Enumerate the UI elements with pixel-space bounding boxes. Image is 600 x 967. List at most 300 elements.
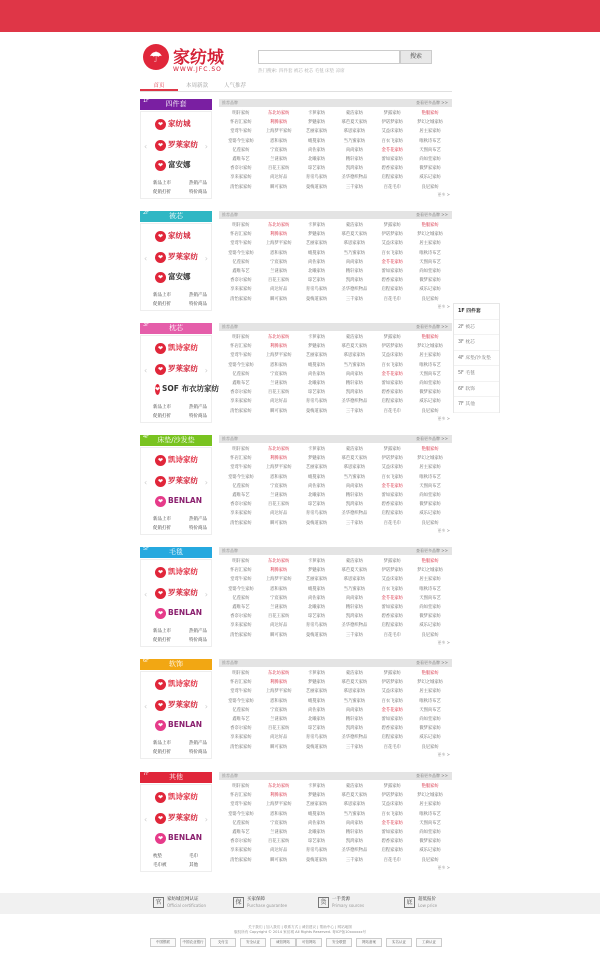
brand-link[interactable]: 尚佐家纺 bbox=[307, 483, 326, 489]
brand-link[interactable]: 三千家纺 bbox=[345, 744, 363, 750]
brand-logo[interactable] bbox=[155, 137, 203, 153]
brand-link[interactable]: 尚佐家纺 bbox=[307, 259, 326, 265]
brand-link[interactable]: 恩和家纺 bbox=[270, 698, 288, 704]
brand-logo[interactable] bbox=[155, 810, 203, 826]
footer-badge[interactable]: 安全联盟 bbox=[326, 938, 352, 947]
brand-logo[interactable] bbox=[155, 697, 203, 713]
brand-link[interactable]: 蕾如家家纺 bbox=[381, 269, 403, 275]
brand-link[interactable]: 曼梅道家纺 bbox=[305, 857, 328, 863]
brand-link[interactable]: 享来家家纺 bbox=[230, 735, 252, 741]
brand-link[interactable]: 梦魅家纺 bbox=[307, 456, 326, 462]
brand-link[interactable]: 瞬可家纺 bbox=[270, 408, 288, 414]
nav-tab-home[interactable]: 首页 bbox=[140, 81, 178, 91]
brand-link[interactable]: 蜻蔓家纺 bbox=[307, 698, 326, 704]
category-link[interactable]: 热销产品 bbox=[189, 517, 207, 522]
brand-link[interactable]: 堂婆今生家纺 bbox=[228, 811, 254, 817]
brand-link[interactable]: 艾益床家纺 bbox=[381, 129, 403, 135]
brand-link[interactable]: 梦露家纺 bbox=[383, 784, 401, 789]
brand-link[interactable]: 蒙洁家纺 bbox=[345, 111, 363, 116]
brand-link[interactable]: 当乃蜜家纺 bbox=[343, 474, 366, 480]
more-link[interactable]: 更多 > bbox=[437, 865, 450, 870]
brand-link[interactable]: 凯鸿家纺 bbox=[345, 502, 363, 508]
brand-link[interactable]: 良尼家纺 bbox=[421, 296, 439, 302]
brand-link[interactable]: 亿莲家纺 bbox=[232, 595, 250, 601]
footer-badge[interactable]: 诚信网站 bbox=[270, 938, 296, 947]
brand-link[interactable]: 慕芭夏天家纺 bbox=[341, 120, 368, 126]
brand-link[interactable]: 宁宸家纺 bbox=[270, 147, 288, 153]
brand-link[interactable]: 三千家纺 bbox=[345, 184, 363, 190]
brand-link[interactable]: 伊诺梦家纺 bbox=[381, 568, 403, 574]
view-more-brands-link[interactable]: 查看更多品牌 >> bbox=[416, 773, 448, 778]
brand-link[interactable]: 梦幻之城家纺 bbox=[417, 793, 443, 799]
brand-link[interactable]: 宁宸家纺 bbox=[270, 595, 288, 601]
brand-link[interactable]: 利腾家纺 bbox=[270, 456, 288, 462]
brand-link[interactable]: 精轩家纺 bbox=[345, 269, 363, 275]
site-logo[interactable] bbox=[143, 44, 253, 80]
brand-link[interactable]: 慕芭夏天家纺 bbox=[341, 456, 368, 462]
brand-link[interactable]: 圣华德织物品 bbox=[341, 623, 368, 629]
brand-link[interactable]: 利腾家纺 bbox=[270, 793, 288, 799]
category-link[interactable]: 热销产品 bbox=[189, 741, 207, 746]
floor-title[interactable]: 其他 bbox=[140, 772, 212, 783]
brand-link[interactable]: 百花王家纺 bbox=[268, 726, 290, 732]
brand-logo[interactable] bbox=[155, 830, 203, 846]
brand-link[interactable]: 堂莺牛家纺 bbox=[230, 353, 252, 359]
brand-link[interactable]: 艾益床家纺 bbox=[381, 802, 403, 808]
brand-link[interactable]: 百衣飞家纺 bbox=[381, 698, 403, 704]
brand-link[interactable]: 伊诺梦家纺 bbox=[381, 120, 403, 126]
brand-link[interactable]: 威乐记家纺 bbox=[419, 735, 441, 741]
brand-link[interactable]: 碧香家家纺 bbox=[381, 502, 403, 508]
brand-link[interactable]: 百花毛巾 bbox=[383, 857, 401, 863]
brand-link[interactable]: 堂莺牛家纺 bbox=[230, 241, 252, 247]
brand-link[interactable]: 碧香家家纺 bbox=[381, 726, 403, 732]
brand-link[interactable]: 慕芭夏天家纺 bbox=[341, 232, 368, 238]
view-more-brands-link[interactable]: 查看更多品牌 >> bbox=[416, 548, 448, 553]
brand-link[interactable]: 当乃蜜家纺 bbox=[343, 250, 366, 256]
category-link[interactable]: 其他 bbox=[189, 863, 198, 868]
brand-link[interactable]: 怀岩汇家纺 bbox=[230, 456, 252, 462]
brand-link[interactable]: 圣华德织物品 bbox=[341, 511, 368, 517]
brand-link[interactable]: 尚达好品 bbox=[270, 735, 288, 741]
brand-link[interactable]: 艺丽家家纺 bbox=[305, 802, 328, 808]
brand-link[interactable]: 居主家家纺 bbox=[419, 241, 441, 247]
brand-link[interactable]: 凯鸿家纺 bbox=[345, 166, 363, 172]
search-button[interactable]: 搜索 bbox=[400, 50, 432, 64]
brand-link[interactable]: 金苓花家纺 bbox=[381, 707, 403, 713]
brand-link[interactable]: 清怡家家纺 bbox=[230, 744, 252, 750]
brand-logo[interactable] bbox=[155, 564, 203, 580]
floor-title[interactable]: 枕芯 bbox=[140, 323, 212, 334]
brand-link[interactable]: 东北坊家纺 bbox=[268, 335, 290, 340]
side-nav-item[interactable]: 4F 床垫/沙发垫 bbox=[454, 351, 499, 367]
brand-logo[interactable] bbox=[155, 452, 203, 468]
brand-link[interactable]: 亿莲家纺 bbox=[232, 707, 250, 713]
brand-link[interactable]: 百花王家纺 bbox=[268, 614, 290, 620]
brand-link[interactable]: 艳服家纺 bbox=[421, 447, 439, 452]
brand-link[interactable]: 伊诺梦家纺 bbox=[381, 793, 403, 799]
brand-link[interactable]: 亿莲家纺 bbox=[232, 259, 250, 265]
brand-link[interactable]: 利腾家纺 bbox=[270, 680, 288, 686]
brand-link[interactable]: 享来家家纺 bbox=[230, 511, 252, 517]
brand-link[interactable]: 尚达好品 bbox=[270, 399, 288, 405]
brand-link[interactable]: 尚尚家纺 bbox=[345, 483, 363, 489]
brand-link[interactable]: 启程家家纺 bbox=[381, 175, 403, 181]
brand-link[interactable]: 明轩家纺 bbox=[232, 111, 250, 116]
brand-link[interactable]: 上海梦平家纺 bbox=[265, 689, 292, 695]
brand-link[interactable]: 艺丽家家纺 bbox=[305, 577, 328, 583]
category-link[interactable]: 热销产品 bbox=[189, 293, 207, 298]
brand-link[interactable]: 蜻蔓家纺 bbox=[307, 250, 326, 256]
brand-link[interactable]: 尚尚家纺 bbox=[345, 595, 363, 601]
brand-link[interactable]: 居主家家纺 bbox=[419, 689, 441, 695]
brand-link[interactable]: 怀岩汇家纺 bbox=[230, 232, 252, 238]
brand-link[interactable]: 伊诺梦家纺 bbox=[381, 680, 403, 686]
brand-logo[interactable] bbox=[155, 116, 203, 132]
brand-link[interactable]: 宁宸家纺 bbox=[270, 707, 288, 713]
brand-link[interactable]: 梦露家纺 bbox=[383, 671, 401, 676]
brand-link[interactable]: 堂莺牛家纺 bbox=[230, 129, 252, 135]
brand-link[interactable]: 琼艺家纺 bbox=[307, 502, 326, 508]
brand-link[interactable]: 居主家家纺 bbox=[419, 465, 441, 471]
category-link[interactable]: 毛巾 bbox=[189, 854, 198, 859]
brand-link[interactable]: 堂婆今生家纺 bbox=[228, 698, 254, 704]
brand-link[interactable]: 三千家纺 bbox=[345, 632, 363, 638]
brand-link[interactable]: 堂婆今生家纺 bbox=[228, 474, 254, 480]
category-link[interactable]: 特价商品 bbox=[189, 190, 207, 195]
brand-link[interactable]: 艾益床家纺 bbox=[381, 689, 403, 695]
brand-link[interactable]: 梦魅家纺 bbox=[307, 680, 326, 686]
brand-link[interactable]: 宁宸家纺 bbox=[270, 483, 288, 489]
brand-link[interactable]: 尚尚家纺 bbox=[345, 820, 363, 826]
brand-link[interactable]: 卡萝家纺 bbox=[307, 447, 326, 452]
brand-link[interactable]: 清怡家家纺 bbox=[230, 408, 252, 414]
brand-link[interactable]: 享来家家纺 bbox=[230, 848, 252, 854]
category-link[interactable]: 毛巾被 bbox=[153, 863, 167, 868]
brand-link[interactable]: 天图尚布艺 bbox=[419, 371, 441, 377]
brand-link[interactable]: 清怡家家纺 bbox=[230, 632, 252, 638]
brand-link[interactable]: 微梦家家纺 bbox=[419, 502, 441, 508]
brand-link[interactable]: 圣华德织物品 bbox=[341, 848, 368, 854]
brand-link[interactable]: 琼艺家纺 bbox=[307, 614, 326, 620]
brand-link[interactable]: 居主家家纺 bbox=[419, 577, 441, 583]
brand-link[interactable]: 育帝鸟家纺 bbox=[305, 399, 328, 405]
side-nav-item[interactable]: 2F 被芯 bbox=[454, 320, 499, 336]
category-link[interactable]: 热销产品 bbox=[189, 629, 207, 634]
brand-link[interactable]: 鑫唯布艺 bbox=[232, 381, 250, 387]
brand-link[interactable]: 瞬可家纺 bbox=[270, 744, 288, 750]
brand-link[interactable]: 梦魅家纺 bbox=[307, 232, 326, 238]
brand-link[interactable]: 兰谜家纺 bbox=[270, 493, 288, 499]
brand-link[interactable]: 瞬可家纺 bbox=[270, 857, 288, 863]
brand-link[interactable]: 威乐记家纺 bbox=[419, 848, 441, 854]
brand-link[interactable]: 尚达好品 bbox=[270, 175, 288, 181]
brand-link[interactable]: 百衣飞家纺 bbox=[381, 811, 403, 817]
floor-title[interactable]: 四件套 bbox=[140, 99, 212, 110]
brand-link[interactable]: 金苓花家纺 bbox=[381, 820, 403, 826]
brand-link[interactable]: 尚佐家纺 bbox=[307, 820, 326, 826]
brand-link[interactable]: 当乃蜜家纺 bbox=[343, 698, 366, 704]
brand-link[interactable]: 堂婆今生家纺 bbox=[228, 586, 254, 592]
brand-link[interactable]: 微梦家家纺 bbox=[419, 166, 441, 172]
more-link[interactable]: 更多 > bbox=[437, 416, 450, 421]
brand-link[interactable]: 明轩家纺 bbox=[232, 223, 250, 228]
brand-link[interactable]: 启程家家纺 bbox=[381, 735, 403, 741]
brand-link[interactable]: 慕思家家纺 bbox=[343, 353, 366, 359]
more-link[interactable]: 更多 > bbox=[437, 304, 450, 309]
brand-link[interactable]: 利腾家纺 bbox=[270, 568, 288, 574]
brand-link[interactable]: 东北坊家纺 bbox=[268, 447, 290, 452]
brand-link[interactable]: 凯鸿家纺 bbox=[345, 278, 363, 284]
brand-link[interactable]: 艺丽家家纺 bbox=[305, 241, 328, 247]
category-link[interactable]: 促销打折 bbox=[153, 750, 171, 755]
brand-link[interactable]: 上海梦平家纺 bbox=[265, 129, 292, 135]
brand-link[interactable]: 凯鸿家纺 bbox=[345, 614, 363, 620]
brand-logo[interactable] bbox=[155, 493, 203, 509]
brand-link[interactable]: 兰谜家纺 bbox=[270, 717, 288, 723]
brand-link[interactable]: 尚达好品 bbox=[270, 623, 288, 629]
brand-link[interactable]: 艳服家纺 bbox=[421, 111, 439, 116]
category-link[interactable]: 促销打折 bbox=[153, 414, 171, 419]
brand-link[interactable]: 碧香家家纺 bbox=[381, 166, 403, 172]
brand-link[interactable]: 香奈尔家纺 bbox=[230, 278, 252, 284]
more-link[interactable]: 更多 > bbox=[437, 640, 450, 645]
brand-link[interactable]: 兰谜家纺 bbox=[270, 381, 288, 387]
floor-title[interactable]: 软饰 bbox=[140, 659, 212, 670]
brand-logo[interactable] bbox=[155, 585, 203, 601]
brand-link[interactable]: 上海梦平家纺 bbox=[265, 465, 292, 471]
brand-link[interactable]: 梦幻之城家纺 bbox=[417, 680, 443, 686]
brand-link[interactable]: 艾益床家纺 bbox=[381, 465, 403, 471]
brand-link[interactable]: 精轩家纺 bbox=[345, 381, 363, 387]
brand-link[interactable]: 梦魅家纺 bbox=[307, 344, 326, 350]
footer-badge[interactable]: 安全认证 bbox=[240, 938, 266, 947]
brand-link[interactable]: 尚尚家纺 bbox=[345, 147, 363, 153]
brand-link[interactable]: 琼艺家纺 bbox=[307, 390, 326, 396]
brand-link[interactable]: 碧香家家纺 bbox=[381, 278, 403, 284]
brand-link[interactable]: 艳服家纺 bbox=[421, 559, 439, 564]
side-nav-item[interactable]: 7F 其他 bbox=[454, 397, 499, 413]
brand-link[interactable]: 清怡家家纺 bbox=[230, 184, 252, 190]
brand-link[interactable]: 当乃蜜家纺 bbox=[343, 362, 366, 368]
brand-link[interactable]: 尚尚家纺 bbox=[345, 707, 363, 713]
brand-link[interactable]: 精轩家纺 bbox=[345, 717, 363, 723]
brand-link[interactable]: 伊诺梦家纺 bbox=[381, 344, 403, 350]
brand-link[interactable]: 威乐记家纺 bbox=[419, 399, 441, 405]
brand-link[interactable]: 梦幻之城家纺 bbox=[417, 568, 443, 574]
brand-link[interactable]: 堂婆今生家纺 bbox=[228, 250, 254, 256]
brand-link[interactable]: 梦幻之城家纺 bbox=[417, 232, 443, 238]
brand-link[interactable]: 明轩家纺 bbox=[232, 447, 250, 452]
category-link[interactable]: 新品上市 bbox=[153, 517, 171, 522]
brand-link[interactable]: 尚如堂家纺 bbox=[419, 381, 441, 387]
brand-link[interactable]: 慕思家家纺 bbox=[343, 689, 366, 695]
brand-logo[interactable] bbox=[155, 269, 203, 285]
brand-link[interactable]: 香奈尔家纺 bbox=[230, 390, 252, 396]
brand-link[interactable]: 艺丽家家纺 bbox=[305, 353, 328, 359]
brand-link[interactable]: 百花毛巾 bbox=[383, 632, 401, 638]
brand-link[interactable]: 上海梦平家纺 bbox=[265, 802, 292, 808]
brand-link[interactable]: 百花王家纺 bbox=[268, 502, 290, 508]
prev-arrow-icon[interactable]: ‹ bbox=[144, 254, 148, 263]
brand-link[interactable]: 百衣飞家纺 bbox=[381, 362, 403, 368]
brand-link[interactable]: 金苓花家纺 bbox=[381, 147, 403, 153]
brand-link[interactable]: 北曦家纺 bbox=[307, 605, 326, 611]
brand-link[interactable]: 艳服家纺 bbox=[421, 223, 439, 228]
brand-link[interactable]: 艺丽家家纺 bbox=[305, 465, 328, 471]
brand-link[interactable]: 亿莲家纺 bbox=[232, 147, 250, 153]
brand-link[interactable]: 梦露家纺 bbox=[383, 335, 401, 340]
floor-title[interactable]: 毛毯 bbox=[140, 547, 212, 558]
brand-logo[interactable] bbox=[155, 340, 203, 356]
brand-link[interactable]: 蕾如家家纺 bbox=[381, 830, 403, 836]
brand-link[interactable]: 艾益床家纺 bbox=[381, 353, 403, 359]
brand-link[interactable]: 慕芭夏天家纺 bbox=[341, 568, 368, 574]
brand-link[interactable]: 尚如堂家纺 bbox=[419, 605, 441, 611]
brand-link[interactable]: 蕾如家家纺 bbox=[381, 157, 403, 163]
brand-logo[interactable] bbox=[155, 473, 203, 489]
brand-link[interactable]: 堂婆今生家纺 bbox=[228, 362, 254, 368]
brand-link[interactable]: 蕾如家家纺 bbox=[381, 717, 403, 723]
brand-link[interactable]: 百花毛巾 bbox=[383, 296, 401, 302]
brand-link[interactable]: 兰谜家纺 bbox=[270, 830, 288, 836]
brand-link[interactable]: 圣华德织物品 bbox=[341, 735, 368, 741]
brand-link[interactable]: 艳服家纺 bbox=[421, 784, 439, 789]
brand-link[interactable]: 北曦家纺 bbox=[307, 830, 326, 836]
brand-link[interactable]: 百花王家纺 bbox=[268, 166, 290, 172]
brand-link[interactable]: 梦幻之城家纺 bbox=[417, 120, 443, 126]
brand-link[interactable]: 恩和家纺 bbox=[270, 250, 288, 256]
brand-link[interactable]: 天图尚布艺 bbox=[419, 820, 441, 826]
brand-logo[interactable] bbox=[155, 676, 203, 692]
brand-link[interactable]: 怀岩汇家纺 bbox=[230, 680, 252, 686]
brand-link[interactable]: 尚尚家纺 bbox=[345, 259, 363, 265]
brand-link[interactable]: 亿莲家纺 bbox=[232, 371, 250, 377]
brand-link[interactable]: 梦露家纺 bbox=[383, 559, 401, 564]
brand-link[interactable]: 育帝鸟家纺 bbox=[305, 511, 328, 517]
brand-link[interactable]: 圣华德织物品 bbox=[341, 399, 368, 405]
view-more-brands-link[interactable]: 查看更多品牌 >> bbox=[416, 660, 448, 665]
brand-link[interactable]: 碧香家家纺 bbox=[381, 614, 403, 620]
brand-link[interactable]: 曼梅道家纺 bbox=[305, 632, 328, 638]
brand-link[interactable]: 曼梅道家纺 bbox=[305, 296, 328, 302]
brand-link[interactable]: 金苓花家纺 bbox=[381, 259, 403, 265]
category-link[interactable]: 热销产品 bbox=[189, 181, 207, 186]
brand-link[interactable]: 蜻蔓家纺 bbox=[307, 362, 326, 368]
brand-link[interactable]: 宁宸家纺 bbox=[270, 259, 288, 265]
category-link[interactable]: 新品上市 bbox=[153, 741, 171, 746]
brand-link[interactable]: 碧香家家纺 bbox=[381, 390, 403, 396]
brand-link[interactable]: 享来家家纺 bbox=[230, 623, 252, 629]
next-arrow-icon[interactable]: › bbox=[204, 366, 208, 375]
brand-link[interactable]: 怀岩汇家纺 bbox=[230, 793, 252, 799]
brand-link[interactable]: 天图尚布艺 bbox=[419, 483, 441, 489]
hot-search-words[interactable]: 热门搜索: 四件套 被芯 枕芯 毛毯 床垫 凉席 bbox=[258, 69, 345, 74]
brand-link[interactable]: 天图尚布艺 bbox=[419, 259, 441, 265]
brand-link[interactable]: 卡萝家纺 bbox=[307, 111, 326, 116]
brand-link[interactable]: 怀岩汇家纺 bbox=[230, 344, 252, 350]
brand-link[interactable]: 艺丽家家纺 bbox=[305, 129, 328, 135]
footer-badge[interactable]: 中国农业银行 bbox=[180, 938, 206, 947]
brand-link[interactable]: 百花毛巾 bbox=[383, 184, 401, 190]
brand-link[interactable]: 尚佐家纺 bbox=[307, 595, 326, 601]
brand-link[interactable]: 金苓花家纺 bbox=[381, 371, 403, 377]
category-link[interactable]: 特价商品 bbox=[189, 414, 207, 419]
brand-link[interactable]: 尚佐家纺 bbox=[307, 147, 326, 153]
brand-link[interactable]: 蕾如家家纺 bbox=[381, 381, 403, 387]
next-arrow-icon[interactable]: › bbox=[204, 702, 208, 711]
prev-arrow-icon[interactable]: ‹ bbox=[144, 142, 148, 151]
brand-link[interactable]: 鑫唯布艺 bbox=[232, 269, 250, 275]
floor-title[interactable]: 被芯 bbox=[140, 211, 212, 222]
brand-link[interactable]: 堂婆今生家纺 bbox=[228, 138, 254, 144]
brand-link[interactable]: 梦幻之城家纺 bbox=[417, 456, 443, 462]
nav-tab-popular[interactable]: 人气推荐 bbox=[223, 83, 246, 89]
category-link[interactable]: 枕垫 bbox=[153, 854, 162, 859]
brand-link[interactable]: 恩和家纺 bbox=[270, 586, 288, 592]
brand-link[interactable]: 慕思家家纺 bbox=[343, 241, 366, 247]
brand-link[interactable]: 卡萝家纺 bbox=[307, 671, 326, 676]
brand-link[interactable]: 琼艺家纺 bbox=[307, 839, 326, 845]
brand-link[interactable]: 北曦家纺 bbox=[307, 493, 326, 499]
brand-link[interactable]: 香奈尔家纺 bbox=[230, 502, 252, 508]
category-link[interactable]: 特价商品 bbox=[189, 638, 207, 643]
brand-link[interactable]: 唯秋诗布艺 bbox=[419, 362, 441, 368]
brand-link[interactable]: 微梦家家纺 bbox=[419, 839, 441, 845]
brand-link[interactable]: 慕思家家纺 bbox=[343, 129, 366, 135]
floor-title[interactable]: 床垫/沙发垫 bbox=[140, 435, 212, 446]
brand-link[interactable]: 蕾如家家纺 bbox=[381, 493, 403, 499]
view-more-brands-link[interactable]: 查看更多品牌 >> bbox=[416, 100, 448, 105]
brand-link[interactable]: 享来家家纺 bbox=[230, 175, 252, 181]
brand-link[interactable]: 享来家家纺 bbox=[230, 399, 252, 405]
category-link[interactable]: 新品上市 bbox=[153, 181, 171, 186]
category-link[interactable]: 特价商品 bbox=[189, 302, 207, 307]
brand-link[interactable]: 瞬可家纺 bbox=[270, 520, 288, 526]
brand-link[interactable]: 慕芭夏天家纺 bbox=[341, 680, 368, 686]
brand-link[interactable]: 良尼家纺 bbox=[421, 520, 439, 526]
next-arrow-icon[interactable]: › bbox=[204, 142, 208, 151]
brand-link[interactable]: 威乐记家纺 bbox=[419, 287, 441, 293]
brand-link[interactable]: 精轩家纺 bbox=[345, 830, 363, 836]
brand-link[interactable]: 百花毛巾 bbox=[383, 520, 401, 526]
brand-link[interactable]: 圣华德织物品 bbox=[341, 175, 368, 181]
brand-link[interactable]: 梦露家纺 bbox=[383, 223, 401, 228]
brand-link[interactable]: 蒙洁家纺 bbox=[345, 671, 363, 676]
brand-link[interactable]: 香奈尔家纺 bbox=[230, 839, 252, 845]
brand-link[interactable]: 居主家家纺 bbox=[419, 129, 441, 135]
brand-link[interactable]: 凯鸿家纺 bbox=[345, 839, 363, 845]
side-nav-item[interactable]: 6F 软饰 bbox=[454, 382, 499, 398]
brand-logo[interactable] bbox=[155, 228, 203, 244]
brand-link[interactable]: 明轩家纺 bbox=[232, 671, 250, 676]
prev-arrow-icon[interactable]: ‹ bbox=[144, 590, 148, 599]
brand-link[interactable]: 当乃蜜家纺 bbox=[343, 138, 366, 144]
brand-link[interactable]: 怀岩汇家纺 bbox=[230, 120, 252, 126]
brand-link[interactable]: 卡萝家纺 bbox=[307, 784, 326, 789]
brand-link[interactable]: 天图尚布艺 bbox=[419, 707, 441, 713]
brand-link[interactable]: 良尼家纺 bbox=[421, 744, 439, 750]
brand-link[interactable]: 明轩家纺 bbox=[232, 784, 250, 789]
brand-link[interactable]: 亿莲家纺 bbox=[232, 820, 250, 826]
brand-link[interactable]: 唯秋诗布艺 bbox=[419, 138, 441, 144]
next-arrow-icon[interactable]: › bbox=[204, 815, 208, 824]
footer-badge[interactable]: 实名认证 bbox=[386, 938, 412, 947]
brand-link[interactable]: 艾益床家纺 bbox=[381, 241, 403, 247]
brand-link[interactable]: 蒙洁家纺 bbox=[345, 784, 363, 789]
brand-link[interactable]: 启程家家纺 bbox=[381, 848, 403, 854]
brand-link[interactable]: 百花王家纺 bbox=[268, 390, 290, 396]
